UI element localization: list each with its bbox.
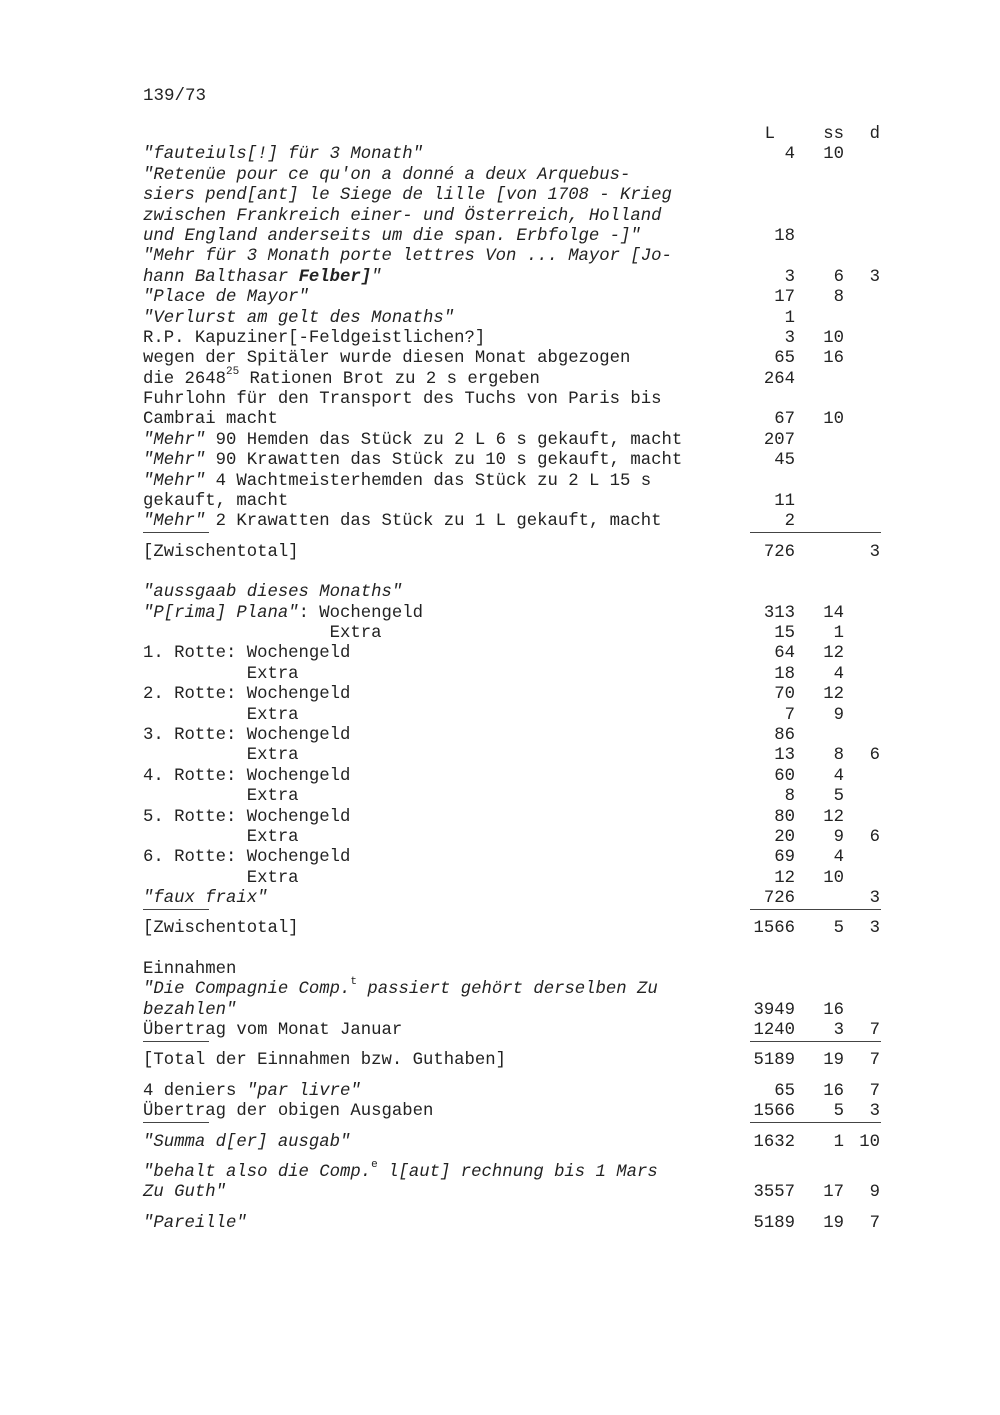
amount-sols: 9 [833, 705, 844, 725]
row-text [143, 828, 299, 848]
plain-text: 1. Rotte: Wochengeld [143, 644, 351, 664]
ledger-row [0, 247, 1000, 267]
amount-sols: 5 [833, 1102, 844, 1122]
plain-text: 3. Rotte: Wochengeld [143, 725, 351, 745]
plain-text: 4 Wachtmeisterhemden das Stück zu 2 L 15 s [205, 471, 652, 491]
italic-text: "par livre" [246, 1081, 361, 1101]
plain-text: Extra [143, 664, 299, 684]
row-text [143, 726, 350, 746]
ledger-row [0, 1021, 1000, 1041]
row-text [143, 309, 454, 329]
row-text [143, 583, 402, 603]
amount-sols: 16 [823, 1000, 844, 1020]
amount-livres: 11 [774, 492, 795, 512]
amount-deniers: 9 [869, 1183, 880, 1203]
row-text [143, 869, 299, 889]
row-gap [0, 909, 1000, 919]
plain-text: 90 Krawatten das Stück zu 10 s gekauft, macht [205, 451, 683, 471]
amount-livres: 17 [774, 288, 795, 308]
row-text [143, 976, 658, 1000]
amount-deniers: 7 [869, 1051, 880, 1071]
row-text [143, 268, 382, 288]
amount-livres: 86 [774, 725, 795, 745]
ledger-row [0, 726, 1000, 746]
amount-deniers: 7 [869, 1021, 880, 1041]
amount-livres: 3949 [753, 1000, 795, 1020]
amount-livres: 264 [763, 369, 795, 389]
amount-sols: 5 [833, 919, 844, 939]
page-number: 139/73 [143, 86, 207, 106]
row-text [143, 1133, 350, 1153]
row-text [143, 960, 236, 980]
plain-text: [Zwischentotal] [143, 542, 299, 562]
amount-livres: 5189 [753, 1051, 795, 1071]
ledger-row [0, 644, 1000, 664]
plain-text: 4 deniers [143, 1081, 247, 1101]
ledger-row [0, 1102, 1000, 1122]
amount-sols: 16 [823, 1081, 844, 1101]
row-text [143, 1001, 236, 1021]
plain-text: Einnahmen [143, 959, 237, 979]
amount-livres: 3557 [753, 1183, 795, 1203]
row-text [143, 1082, 361, 1102]
ledger-row [0, 848, 1000, 868]
italic-text: Zu Guth" [143, 1183, 226, 1203]
ledger-row [0, 1082, 1000, 1102]
amount-livres: 69 [774, 848, 795, 868]
italic-text: "Mehr" [143, 451, 206, 471]
amount-livres: 1566 [753, 1102, 795, 1122]
plain-text: wegen der Spitäler wurde diesen Monat abgezogen [143, 349, 631, 369]
ledger-row [0, 706, 1000, 726]
amount-sols: 4 [833, 664, 844, 684]
ledger-row [0, 960, 1000, 980]
ledger-row [0, 309, 1000, 329]
row-text [143, 685, 350, 705]
amount-livres: 65 [774, 1081, 795, 1101]
italic-text: "behalt also die Comp. [143, 1162, 372, 1182]
row-text [143, 767, 350, 787]
ledger-row [0, 207, 1000, 227]
ledger-row [0, 604, 1000, 624]
ledger-row [0, 828, 1000, 848]
plain-text: 2. Rotte: Wochengeld [143, 685, 351, 705]
amount-livres: 726 [763, 542, 795, 562]
ledger-row [0, 543, 1000, 563]
amount-livres: 2 [784, 512, 795, 532]
ledger-row [0, 746, 1000, 766]
row-text [143, 1214, 247, 1234]
row-text [143, 624, 382, 644]
amount-sols: 1 [833, 1132, 844, 1152]
amount-sols: 8 [833, 288, 844, 308]
row-gap [0, 533, 1000, 543]
amount-deniers: 3 [869, 1102, 880, 1122]
italic-text: hann Balthasar [143, 267, 299, 287]
row-gap [0, 940, 1000, 960]
plain-text: Fuhrlohn für den Transport des Tuchs von Paris bis [143, 390, 662, 410]
row-text [143, 492, 288, 512]
amount-livres: 18 [774, 226, 795, 246]
amount-livres: 70 [774, 685, 795, 705]
ledger-row [0, 1051, 1000, 1071]
amount-sols: 1 [833, 623, 844, 643]
amount-livres: 80 [774, 807, 795, 827]
amount-livres: 45 [774, 451, 795, 471]
ledger-row [0, 492, 1000, 512]
amount-sols: 10 [823, 868, 844, 888]
row-text [143, 390, 662, 410]
plain-text: R.P. Kapuziner[-Feldgeistlichen?] [143, 328, 486, 348]
amount-deniers: 3 [869, 542, 880, 562]
row-gap [0, 1204, 1000, 1214]
plain-text: 2 Krawatten das Stück zu 1 L gekauft, macht [205, 512, 662, 532]
column-header-d: d [869, 125, 880, 144]
row-text [143, 472, 651, 492]
amount-sols: 10 [823, 410, 844, 430]
ledger-row [0, 1214, 1000, 1234]
ledger-row [0, 268, 1000, 288]
amount-deniers: 7 [869, 1081, 880, 1101]
italic-text: "Mehr" [143, 512, 206, 532]
superscript: 25 [225, 365, 240, 378]
amount-livres: 67 [774, 410, 795, 430]
amount-livres: 15 [774, 623, 795, 643]
superscript: t [350, 976, 358, 989]
row-text [143, 1021, 402, 1041]
ledger-row [0, 365, 1000, 390]
row-text [143, 665, 299, 685]
plain-text: Extra [143, 868, 299, 888]
italic-text: "faux fraix" [143, 889, 268, 909]
plain-text: Übertrag der obigen Ausgaben [143, 1102, 434, 1122]
ledger-row [0, 976, 1000, 1000]
row-text [143, 207, 662, 227]
bold-italic-text: Felber] [298, 267, 372, 287]
row-text [143, 787, 299, 807]
amount-sols: 19 [823, 1213, 844, 1233]
row-text [143, 288, 309, 308]
ledger-row [0, 431, 1000, 451]
ledger-row [0, 919, 1000, 939]
row-text [143, 431, 682, 451]
row-text [143, 808, 350, 828]
plain-text: 6. Rotte: Wochengeld [143, 848, 351, 868]
italic-text: "Verlurst am gelt des Monaths" [143, 308, 455, 328]
amount-livres: 313 [763, 603, 795, 623]
amount-sols: 5 [833, 787, 844, 807]
ledger-row [0, 410, 1000, 430]
row-gap [0, 1153, 1000, 1163]
ledger-row [0, 329, 1000, 349]
ledger-row [0, 1183, 1000, 1203]
amount-sols: 12 [823, 644, 844, 664]
italic-text: " [371, 267, 382, 287]
row-text [143, 451, 682, 471]
italic-text: "Die Compagnie Comp. [143, 980, 351, 1000]
row-text [143, 247, 672, 267]
row-text [143, 329, 485, 349]
ledger-row [0, 624, 1000, 644]
plain-text: 4. Rotte: Wochengeld [143, 766, 351, 786]
ledger-row [0, 808, 1000, 828]
ledger-row [0, 451, 1000, 471]
italic-text: "Mehr" [143, 471, 206, 491]
amount-sols: 17 [823, 1183, 844, 1203]
plain-text: Rationen Brot zu 2 s ergeben [239, 369, 540, 389]
ledger-row [0, 166, 1000, 186]
ledger-row [0, 1133, 1000, 1153]
italic-text: "Mehr für 3 Monath porte lettres Von ... Mayor [Jo- [143, 247, 672, 267]
plain-text: Übertrag vom Monat Januar [143, 1021, 403, 1041]
amount-sols: 9 [833, 827, 844, 847]
row-text [143, 919, 299, 939]
ledger-row [0, 1001, 1000, 1021]
row-text [143, 889, 267, 909]
row-text [143, 1183, 226, 1203]
plain-text: 5. Rotte: Wochengeld [143, 807, 351, 827]
row-text [143, 604, 423, 624]
amount-livres: 207 [763, 430, 795, 450]
row-text [143, 746, 299, 766]
plain-text: Extra [143, 746, 299, 766]
amount-deniers: 6 [869, 827, 880, 847]
column-headers [0, 125, 1000, 145]
amount-livres: 726 [763, 889, 795, 909]
ledger-row [0, 869, 1000, 889]
amount-sols: 10 [823, 328, 844, 348]
amount-sols: 12 [823, 807, 844, 827]
plain-text: Extra [143, 787, 299, 807]
row-text [143, 186, 672, 206]
italic-text: "Summa d[er] ausgab" [143, 1132, 351, 1152]
amount-livres: 4 [784, 145, 795, 165]
italic-text: "aussgaab dieses Monaths" [143, 583, 403, 603]
ledger-row [0, 390, 1000, 410]
amount-livres: 18 [774, 664, 795, 684]
amount-deniers: 3 [869, 267, 880, 287]
amount-sols: 4 [833, 766, 844, 786]
italic-text: bezahlen" [143, 1000, 237, 1020]
row-text [143, 349, 630, 369]
plain-text: [Total der Einnahmen bzw. Guthaben] [143, 1051, 506, 1071]
row-text [143, 512, 662, 532]
superscript: e [371, 1159, 378, 1172]
amount-livres: 20 [774, 827, 795, 847]
amount-livres: 13 [774, 746, 795, 766]
plain-text: die 2648 [143, 369, 226, 389]
ledger-row [0, 186, 1000, 206]
plain-text: Cambrai macht [143, 410, 278, 430]
ledger-row [0, 665, 1000, 685]
amount-livres: 64 [774, 644, 795, 664]
row-text [143, 410, 278, 430]
italic-text: "Pareille" [143, 1213, 247, 1233]
italic-text: "P[rima] Plana" [143, 603, 299, 623]
row-text [143, 145, 423, 165]
italic-text: zwischen Frankreich einer- und Österreich, Holland [143, 206, 662, 226]
italic-text: und England anderseits um die span. Erbfolge -]" [143, 226, 641, 246]
amount-livres: 65 [774, 349, 795, 369]
amount-deniers: 3 [869, 919, 880, 939]
amount-livres: 7 [784, 705, 795, 725]
plain-text: 90 Hemden das Stück zu 2 L 6 s gekauft, macht [205, 430, 683, 450]
ledger-row [0, 1159, 1000, 1183]
amount-livres: 3 [784, 328, 795, 348]
row-text [143, 543, 299, 563]
row-gap [0, 563, 1000, 583]
amount-sols: 10 [823, 145, 844, 165]
italic-text: siers pend[ant] le Siege de lille [von 1708 - Krieg [143, 186, 672, 206]
row-text [143, 227, 641, 247]
row-gap [0, 1123, 1000, 1133]
amount-livres: 8 [784, 787, 795, 807]
amount-sols: 16 [823, 349, 844, 369]
amount-livres: 60 [774, 766, 795, 786]
amount-sols: 8 [833, 746, 844, 766]
amount-livres: 1 [784, 308, 795, 328]
ledger-row [0, 227, 1000, 247]
ledger-row [0, 685, 1000, 705]
plain-text: [Zwischentotal] [143, 919, 299, 939]
plain-text: Extra [143, 827, 299, 847]
row-text [143, 848, 350, 868]
ledger-row [0, 767, 1000, 787]
row-text [143, 644, 350, 664]
row-text [143, 1102, 433, 1122]
plain-text: Extra [143, 623, 382, 643]
italic-text: "Place de Mayor" [143, 288, 309, 308]
plain-text: Extra [143, 705, 299, 725]
row-text [143, 1051, 506, 1071]
amount-sols: 12 [823, 685, 844, 705]
column-header-ss: ss [823, 125, 844, 144]
ledger-row [0, 288, 1000, 308]
row-text [143, 1159, 658, 1183]
ledger-row [0, 787, 1000, 807]
row-gap [0, 1041, 1000, 1051]
ledger-row [0, 145, 1000, 165]
amount-sols: 14 [823, 603, 844, 623]
amount-livres: 12 [774, 868, 795, 888]
amount-livres: 5189 [753, 1213, 795, 1233]
amount-deniers: 6 [869, 746, 880, 766]
row-gap [0, 1072, 1000, 1082]
amount-livres: 1566 [753, 919, 795, 939]
amount-sols: 3 [833, 1021, 844, 1041]
amount-livres: 3 [784, 267, 795, 287]
ledger-row [0, 349, 1000, 369]
row-text [143, 706, 299, 726]
ledger-row [0, 583, 1000, 603]
ledger [0, 125, 1000, 1234]
amount-livres: 1240 [753, 1021, 795, 1041]
plain-text: : Wochengeld [298, 603, 424, 623]
italic-text: "Mehr" [143, 430, 206, 450]
amount-livres: 1632 [753, 1132, 795, 1152]
amount-deniers: 3 [869, 889, 880, 909]
italic-text: "Retenüe pour ce qu'on a donné a deux Arquebus- [143, 165, 631, 185]
column-header-l: L [764, 125, 775, 144]
row-text [143, 166, 630, 186]
plain-text: gekauft, macht [143, 492, 289, 512]
ledger-row [0, 889, 1000, 909]
amount-sols: 6 [833, 267, 844, 287]
row-text [143, 365, 540, 390]
italic-text: passiert gehört derselben Zu [357, 980, 658, 1000]
amount-sols: 19 [823, 1051, 844, 1071]
amount-deniers: 7 [869, 1213, 880, 1233]
amount-deniers: 10 [859, 1132, 880, 1152]
italic-text: l[aut] rechnung bis 1 Mars [377, 1162, 658, 1182]
italic-text: "fauteiuls[!] für 3 Monath" [143, 145, 424, 165]
ledger-row [0, 472, 1000, 492]
amount-sols: 4 [833, 848, 844, 868]
ledger-row [0, 512, 1000, 532]
